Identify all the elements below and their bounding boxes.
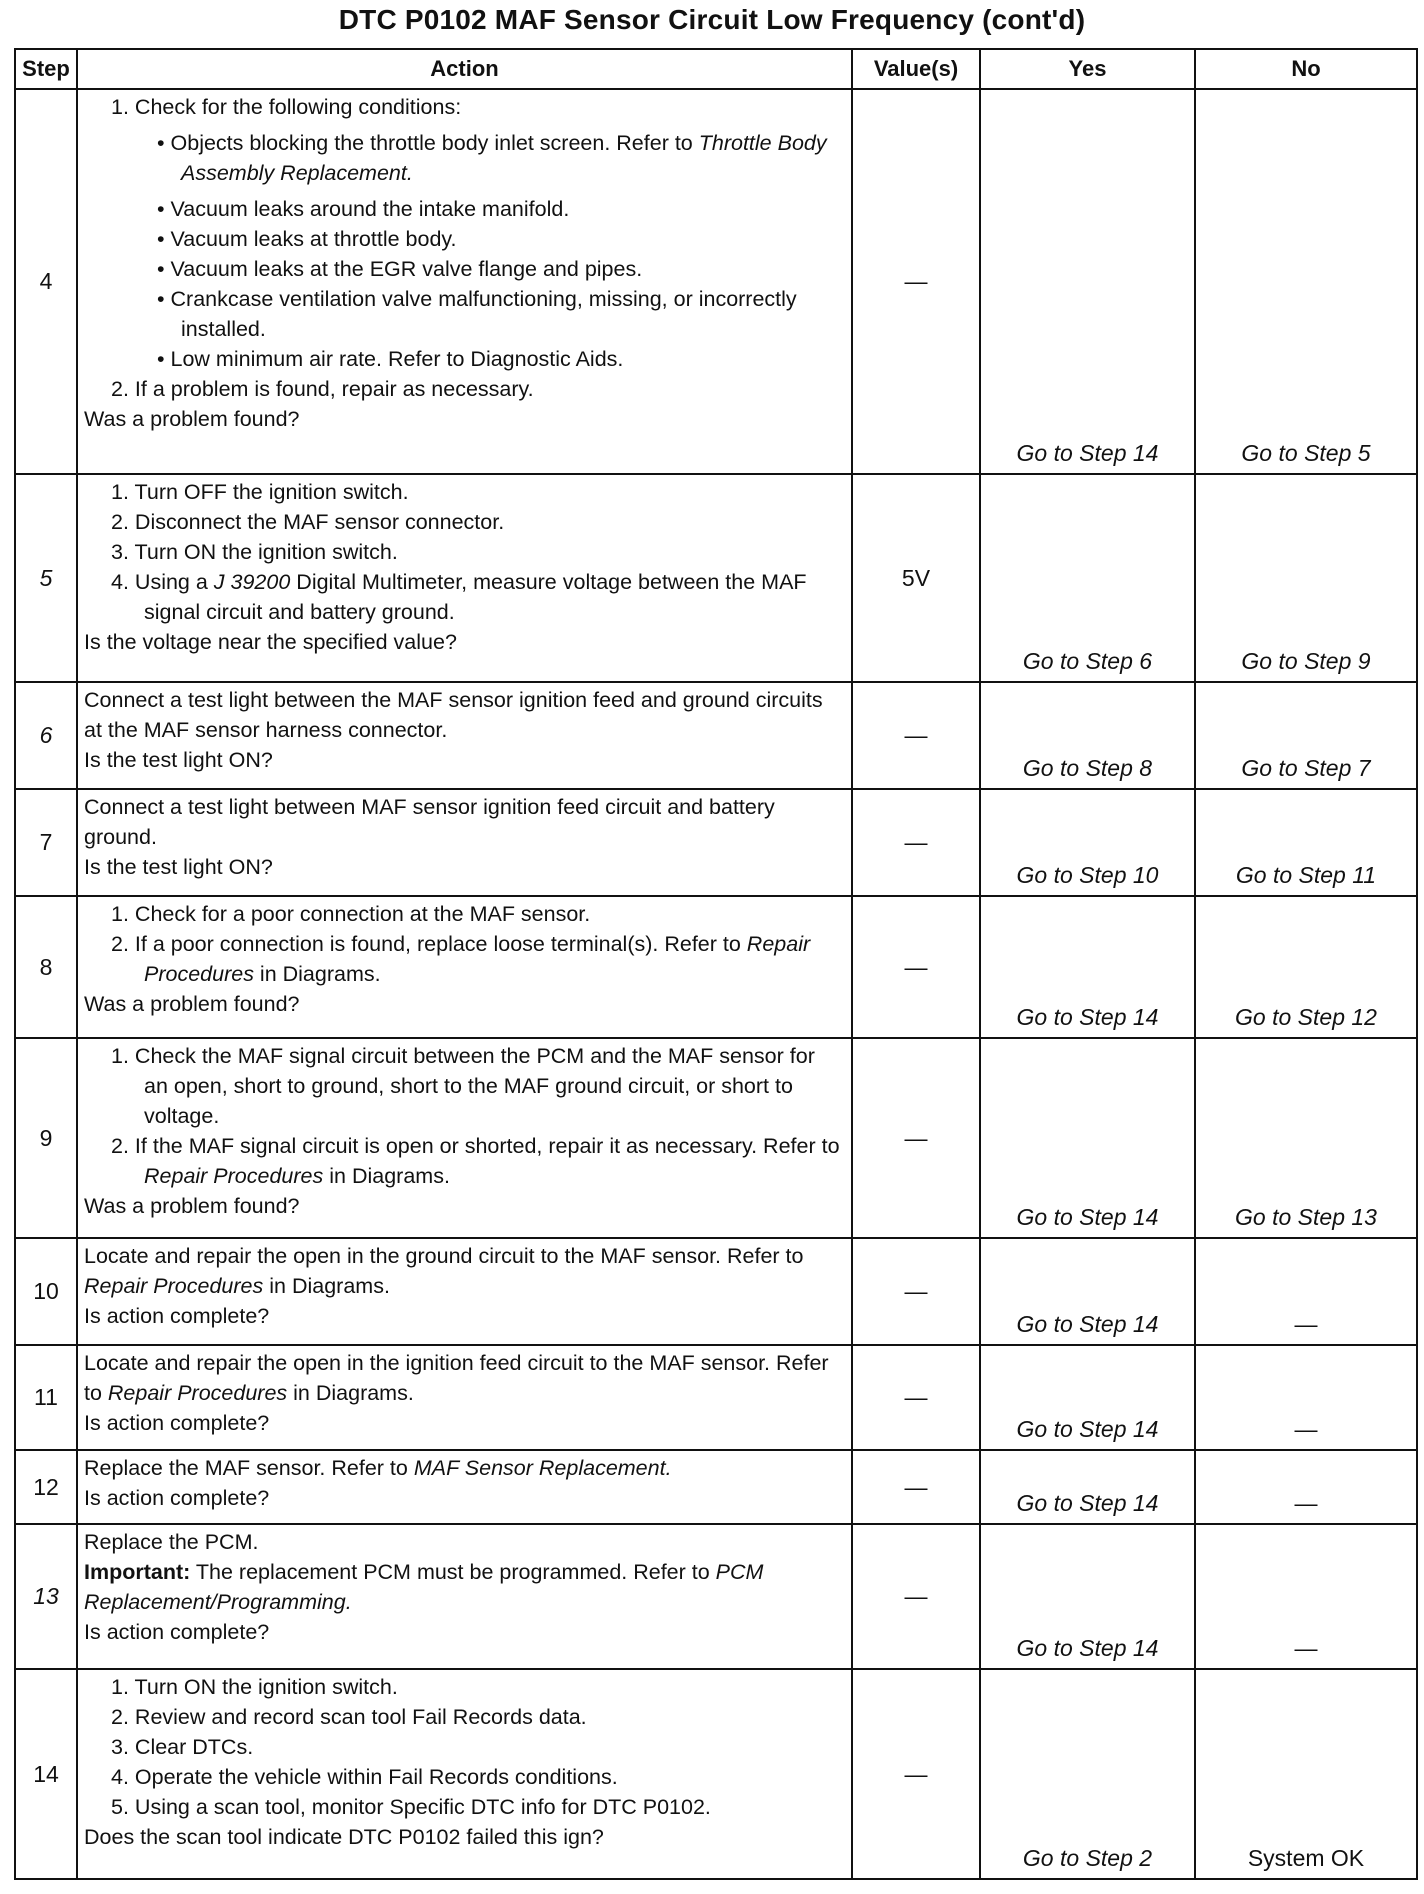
no-cell: Go to Step 7 xyxy=(1195,682,1417,789)
question: Is action complete? xyxy=(84,1411,270,1435)
yes-cell: Go to Step 6 xyxy=(980,474,1195,682)
value-cell: — xyxy=(852,1524,980,1669)
value-cell: — xyxy=(852,1345,980,1450)
list-item: 4. Using a J 39200 Digital Multimeter, measure voltage between the MAF signal circuit and battery ground. xyxy=(111,570,807,624)
no-cell: Go to Step 11 xyxy=(1195,789,1417,896)
list-item: 2. If a poor connection is found, replace loose terminal(s). Refer to Repair Procedures in Diagrams. xyxy=(111,932,811,986)
action-cell xyxy=(77,89,852,474)
value-cell: — xyxy=(852,789,980,896)
action-cell xyxy=(77,474,852,682)
table-row xyxy=(15,1038,1417,1238)
list-item: 3. Turn ON the ignition switch. xyxy=(111,540,398,564)
table-row xyxy=(15,1450,1417,1524)
step-number: 11 xyxy=(15,1345,77,1450)
yes-cell: Go to Step 14 xyxy=(980,1450,1195,1524)
no-cell: — xyxy=(1195,1450,1417,1524)
value-cell: — xyxy=(852,896,980,1038)
table-row xyxy=(15,789,1417,896)
table-row xyxy=(15,1345,1417,1450)
diagnostic-table xyxy=(14,48,1418,1880)
list-item: 3. Clear DTCs. xyxy=(111,1735,254,1759)
step-number: 8 xyxy=(15,896,77,1038)
value-cell: — xyxy=(852,682,980,789)
question: Is action complete? xyxy=(84,1486,270,1510)
no-cell: Go to Step 9 xyxy=(1195,474,1417,682)
table-row xyxy=(15,1238,1417,1345)
question: Was a problem found? xyxy=(84,407,300,431)
step-number: 10 xyxy=(15,1238,77,1345)
question: Is action complete? xyxy=(84,1620,270,1644)
header-yes: Yes xyxy=(980,49,1195,89)
table-row xyxy=(15,682,1417,789)
yes-cell: Go to Step 14 xyxy=(980,896,1195,1038)
step-number: 5 xyxy=(15,474,77,682)
value-cell: — xyxy=(852,89,980,474)
action-cell xyxy=(77,1669,852,1879)
table-row xyxy=(15,474,1417,682)
step-number: 9 xyxy=(15,1038,77,1238)
header-no: No xyxy=(1195,49,1417,89)
header-action: Action xyxy=(77,49,852,89)
question: Was a problem found? xyxy=(84,1194,300,1218)
no-cell: — xyxy=(1195,1524,1417,1669)
bullet-item: • Objects blocking the throttle body inlet screen. Refer to Throttle Body Assembly Replacement. xyxy=(157,131,827,185)
action-text: Replace the MAF sensor. Refer to MAF Sensor Replacement. xyxy=(84,1456,672,1480)
action-cell xyxy=(77,896,852,1038)
list-item: 2. If a problem is found, repair as necessary. xyxy=(111,377,534,401)
yes-cell: Go to Step 14 xyxy=(980,1038,1195,1238)
yes-cell: Go to Step 10 xyxy=(980,789,1195,896)
list-item: 1. Check for the following conditions: xyxy=(111,95,462,119)
list-item: 1. Turn ON the ignition switch. xyxy=(111,1675,398,1699)
step-number: 14 xyxy=(15,1669,77,1879)
action-text: Locate and repair the open in the ignition feed circuit to the MAF sensor. Refer to Repair Procedures in Diagrams. xyxy=(84,1351,829,1405)
list-item: 5. Using a scan tool, monitor Specific DTC info for DTC P0102. xyxy=(111,1795,711,1819)
list-item: 2. If the MAF signal circuit is open or shorted, repair it as necessary. Refer to Repair Procedures in Diagrams. xyxy=(111,1134,840,1188)
yes-cell: Go to Step 14 xyxy=(980,1524,1195,1669)
list-item: 1. Check the MAF signal circuit between the PCM and the MAF sensor for an open, short to ground, short to the MAF ground circuit, or short to voltage. xyxy=(111,1044,815,1128)
no-cell: System OK xyxy=(1195,1669,1417,1879)
important-note: Important: The replacement PCM must be programmed. Refer to PCM Replacement/Programming. xyxy=(84,1560,764,1614)
question: Is the test light ON? xyxy=(84,855,273,879)
value-cell: — xyxy=(852,1450,980,1524)
table-row xyxy=(15,89,1417,474)
action-cell xyxy=(77,1524,852,1669)
action-cell xyxy=(77,1238,852,1345)
bullet-item: • Crankcase ventilation valve malfunctioning, missing, or incorrectly installed. xyxy=(157,287,797,341)
action-text: Replace the PCM. xyxy=(84,1530,259,1554)
bullet-item: • Vacuum leaks around the intake manifold. xyxy=(157,197,570,221)
yes-cell: Go to Step 14 xyxy=(980,1345,1195,1450)
step-number: 12 xyxy=(15,1450,77,1524)
page-title: DTC P0102 MAF Sensor Circuit Low Frequency (cont'd) xyxy=(338,4,1086,35)
list-item: 1. Turn OFF the ignition switch. xyxy=(111,480,409,504)
no-cell: Go to Step 13 xyxy=(1195,1038,1417,1238)
question: Does the scan tool indicate DTC P0102 failed this ign? xyxy=(84,1825,604,1849)
bullet-item: • Low minimum air rate. Refer to Diagnostic Aids. xyxy=(157,347,624,371)
list-item: 1. Check for a poor connection at the MAF sensor. xyxy=(111,902,591,926)
action-cell xyxy=(77,682,852,789)
step-number: 13 xyxy=(15,1524,77,1669)
bullet-item: • Vacuum leaks at the EGR valve flange and pipes. xyxy=(157,257,643,281)
step-number: 4 xyxy=(15,89,77,474)
action-text: Locate and repair the open in the ground circuit to the MAF sensor. Refer to Repair Procedures in Diagrams. xyxy=(84,1244,804,1298)
value-cell: — xyxy=(852,1038,980,1238)
action-text: Connect a test light between MAF sensor ignition feed circuit and battery ground. xyxy=(84,795,775,849)
value-cell: — xyxy=(852,1669,980,1879)
value-cell: 5V xyxy=(852,474,980,682)
yes-cell: Go to Step 2 xyxy=(980,1669,1195,1879)
table-row xyxy=(15,1524,1417,1669)
action-cell xyxy=(77,1345,852,1450)
table-row xyxy=(15,1669,1417,1879)
question: Is the voltage near the specified value? xyxy=(84,630,457,654)
no-cell: — xyxy=(1195,1238,1417,1345)
question: Was a problem found? xyxy=(84,992,300,1016)
action-cell xyxy=(77,1450,852,1524)
yes-cell: Go to Step 14 xyxy=(980,89,1195,474)
bullet-item: • Vacuum leaks at throttle body. xyxy=(157,227,457,251)
table-row xyxy=(15,896,1417,1038)
action-cell xyxy=(77,1038,852,1238)
no-cell: — xyxy=(1195,1345,1417,1450)
step-number: 7 xyxy=(15,789,77,896)
list-item: 2. Disconnect the MAF sensor connector. xyxy=(111,510,505,534)
no-cell: Go to Step 5 xyxy=(1195,89,1417,474)
list-item: 4. Operate the vehicle within Fail Records conditions. xyxy=(111,1765,618,1789)
yes-cell: Go to Step 14 xyxy=(980,1238,1195,1345)
action-text: Connect a test light between the MAF sensor ignition feed and ground circuits at the MAF sensor harness connector. xyxy=(84,688,823,742)
question: Is the test light ON? xyxy=(84,748,273,772)
step-number: 6 xyxy=(15,682,77,789)
header-values: Value(s) xyxy=(852,49,980,89)
header-step: Step xyxy=(15,49,77,89)
list-item: 2. Review and record scan tool Fail Records data. xyxy=(111,1705,587,1729)
header-row xyxy=(15,49,1417,89)
yes-cell: Go to Step 8 xyxy=(980,682,1195,789)
question: Is action complete? xyxy=(84,1304,270,1328)
no-cell: Go to Step 12 xyxy=(1195,896,1417,1038)
value-cell: — xyxy=(852,1238,980,1345)
action-cell xyxy=(77,789,852,896)
